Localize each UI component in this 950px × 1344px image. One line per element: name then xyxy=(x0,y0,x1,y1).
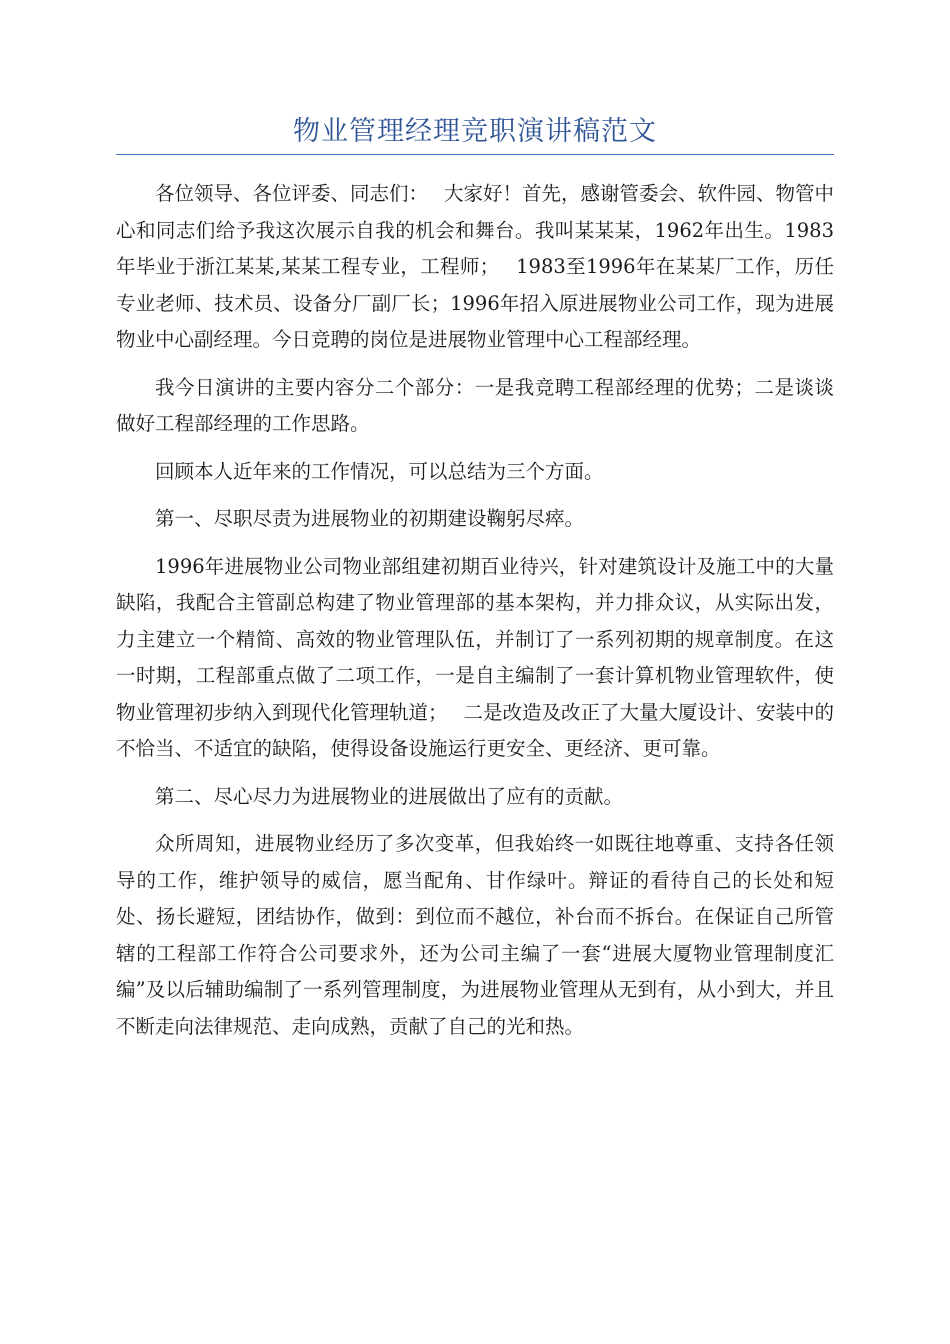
paragraph-heading-second: 第二、尽心尽力为进展物业的进展做出了应有的贡献。 xyxy=(155,784,624,808)
document-title: 物业管理经理竞职演讲稿范文 xyxy=(293,116,657,147)
title-underline xyxy=(116,154,834,155)
document-body xyxy=(116,176,834,1056)
paragraph-review-intro: 回顾本人近年来的工作情况，可以总结为三个方面。 xyxy=(155,459,604,483)
paragraph-outline: 我今日演讲的主要内容分二个部分：一是我竞聘工程部经理的优势；二是谈谈做好工程部经理的工作思路。 xyxy=(116,375,834,435)
paragraph-heading-first: 第一、尽职尽责为进展物业的初期建设鞠躬尽瘁。 xyxy=(155,507,585,530)
paragraph-first-detail: 1996年进展物业公司物业部组建初期百业待兴，针对建筑设计及施工中的大量缺陷，我配合主管副总构建了物业管理部的基本架构，并力排众议，从实际出发，力主建立一个精简、高效的物业管理队伍，并制订了一系列初期的规章制度。在这一时期，工程部重点做了二项工作，一是自主编制了一套计算机物业管理软件，使物业管理初步纳入到现代化管理轨道； 二是改造及改正了大量大厦设计、安装中的不恰当、不适宜的缺陷，使得设备设施运行更安全、更经济、更可靠。 xyxy=(116,554,834,760)
paragraph-greeting: 各位领导、各位评委、同志们： 大家好！首先，感谢管委会、软件园、物管中心和同志们给予我这次展示自我的机会和舞台。我叫某某某，1962年出生。1983年毕业于浙江某某,某某工程专业，工程师； 1983至1996年在某某厂工作，历任专业老师、技术员、设备分厂副厂长；1996年招入原进展物业公司工作，现为进展物业中心副经理。今日竞聘的岗位是进展物业管理中心工程部经理。 xyxy=(116,182,834,351)
paragraph-second-detail: 众所周知，进展物业经历了多次变革，但我始终一如既往地尊重、支持各任领导的工作，维护领导的威信，愿当配角、甘作绿叶。辩证的看待自己的长处和短处、扬长避短，团结协作，做到：到位而不越位，补台而不拆台。在保证自己所管辖的工程部工作符合公司要求外，还为公司主编了一套“进展大厦物业管理制度汇编”及以后辅助编制了一系列管理制度，为进展物业管理从无到有，从小到大，并且不断走向法律规范、走向成熟，贡献了自己的光和热。 xyxy=(116,832,834,1038)
